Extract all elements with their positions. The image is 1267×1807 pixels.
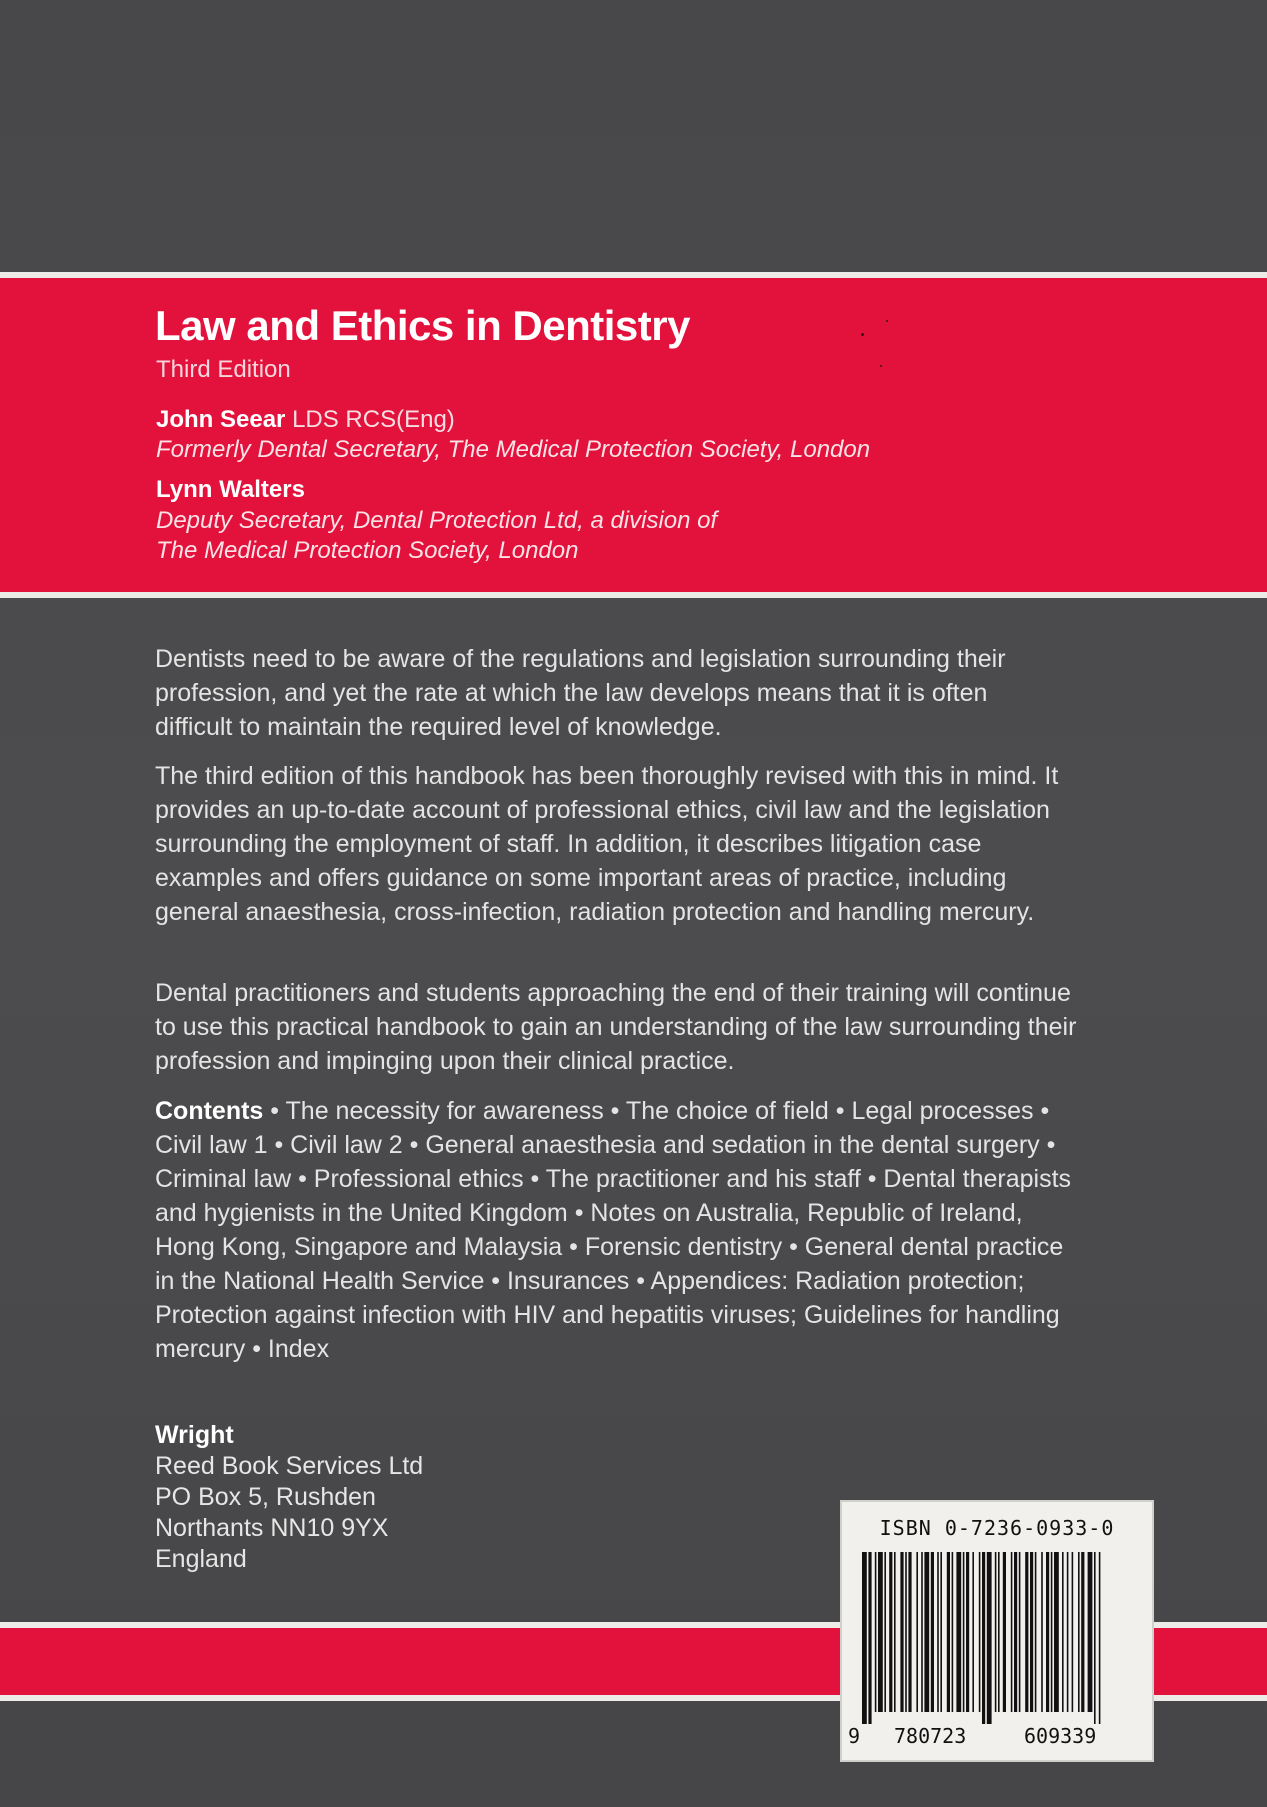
barcode-bar	[1078, 1552, 1080, 1712]
author-1-affiliation: Formerly Dental Secretary, The Medical Protection Society, London	[156, 436, 871, 463]
barcode-bar	[966, 1552, 969, 1712]
author-2-name: Lynn Walters	[156, 476, 305, 503]
barcode-bar	[894, 1552, 896, 1712]
barcode-bar	[1099, 1552, 1101, 1724]
barcode-bar	[1067, 1552, 1069, 1712]
barcode-bar	[963, 1552, 965, 1712]
barcode-bar	[889, 1552, 892, 1712]
barcode-bar	[921, 1552, 923, 1712]
publisher-address-line: Northants NN10 9YX	[155, 1514, 389, 1542]
barcode-bar	[947, 1552, 950, 1712]
barcode-bar	[1035, 1552, 1037, 1712]
publisher-address-line: England	[155, 1545, 247, 1573]
barcode-bar	[982, 1552, 985, 1724]
barcode-bar	[1081, 1552, 1084, 1712]
isbn-text: ISBN 0-7236-0933-0	[879, 1516, 1115, 1540]
author-2-affiliation-line: The Medical Protection Society, London	[156, 537, 579, 564]
print-speck	[886, 320, 888, 322]
barcode-bar	[908, 1552, 911, 1712]
barcode-bar	[972, 1552, 974, 1712]
publisher-block	[155, 1420, 423, 1575]
barcode-bar	[987, 1552, 992, 1724]
author-1-qualifications: LDS RCS(Eng)	[292, 406, 455, 433]
book-edition: Third Edition	[156, 356, 291, 383]
barcode-bar	[862, 1552, 867, 1724]
contents-list	[155, 1094, 1080, 1366]
barcode-digits-right: 609339	[1024, 1724, 1097, 1748]
barcode-bar	[1003, 1552, 1006, 1712]
barcode-bar	[875, 1552, 877, 1712]
contents-label: Contents	[155, 1097, 264, 1125]
publisher-name: Wright	[155, 1421, 234, 1449]
barcode-bar	[979, 1552, 981, 1712]
barcode-bar	[916, 1552, 918, 1712]
barcode-bar	[1011, 1552, 1013, 1712]
barcode-digits-left: 780723	[894, 1724, 967, 1748]
barcode-bar	[1046, 1552, 1049, 1712]
barcode-bar	[1094, 1552, 1096, 1724]
author-2-affiliation-line: Deputy Secretary, Dental Protection Ltd, a division of	[156, 507, 718, 534]
print-speck	[861, 333, 864, 336]
description-paragraph: The third edition of this handbook has been thoroughly revised with this in mind. It provides an up-to-date account of professional ethics, civil law and the legislation surrounding the employment of staff. In addition, it describes litigation case examples and offers guidance on some important areas of practice, including general anaesthesia, cross-infection, radiation protection and handling mercury.	[155, 762, 1059, 926]
publisher-address-line: PO Box 5, Rushden	[155, 1483, 376, 1511]
barcode-bar	[1041, 1552, 1043, 1712]
barcode-bar	[884, 1552, 886, 1712]
publisher-address-line: Reed Book Services Ltd	[155, 1452, 424, 1480]
barcode-sticker	[840, 1500, 1154, 1762]
barcode-bar	[924, 1552, 929, 1712]
author-name	[156, 406, 455, 434]
author-name	[156, 476, 305, 504]
barcode-bar	[1072, 1552, 1074, 1712]
barcode-bar	[956, 1552, 961, 1712]
barcode-bar	[868, 1552, 871, 1724]
barcode-bar	[940, 1552, 942, 1712]
top-band-lower-border	[0, 592, 1267, 598]
print-speck	[880, 365, 882, 367]
barcode-bar	[1088, 1552, 1093, 1712]
description-paragraph: Dentists need to be aware of the regulations and legislation surrounding their profession, and yet the rate at which the law develops means that it is often difficult to maintain the required level of knowledge.	[155, 645, 1006, 741]
barcode-digit-prefix: 9	[848, 1724, 861, 1748]
barcode-bar	[1025, 1552, 1028, 1712]
barcode-bar	[905, 1552, 907, 1712]
barcode-bar	[952, 1552, 954, 1712]
barcode-bar	[998, 1552, 1000, 1712]
barcode-bar	[995, 1552, 997, 1712]
author-1-name: John Seear	[156, 406, 286, 433]
contents-items: • The necessity for awareness • The choice of field • Legal processes • Civil law 1 • Civil law 2 • General anaesthesia and sedation in the dental surgery • Criminal law • Professional ethics • The practitioner and his staff • Dental therapists and hygienists in the United Kingdom • Notes on Australia, Republic of Ireland, Hong Kong, Singapore and Malaysia • Forensic dentistry • General dental practice in the National Health Service • Insurances • Appendices: Radiation protection; Protection against infection with HIV and hepatitis viruses; Guidelines for handling mercury • Index	[155, 1097, 1072, 1363]
barcode-bar	[931, 1552, 934, 1712]
barcode-bar	[1051, 1552, 1053, 1712]
barcode-bars	[860, 1552, 1136, 1724]
book-title: Law and Ethics in Dentistry	[155, 302, 690, 349]
barcode-bar	[900, 1552, 903, 1712]
barcode-bar	[1030, 1552, 1033, 1712]
barcode-bar	[878, 1552, 883, 1712]
barcode-bar	[937, 1552, 939, 1712]
barcode-bar	[1014, 1552, 1017, 1712]
barcode-bar	[1019, 1552, 1021, 1712]
barcode-bar	[1054, 1552, 1059, 1712]
barcode-bar	[1062, 1552, 1064, 1712]
description-paragraph: Dental practitioners and students approaching the end of their training will continue to use this practical handbook to gain an understanding of the law surrounding their profession and impinging upon their clinical practice.	[155, 979, 1077, 1075]
